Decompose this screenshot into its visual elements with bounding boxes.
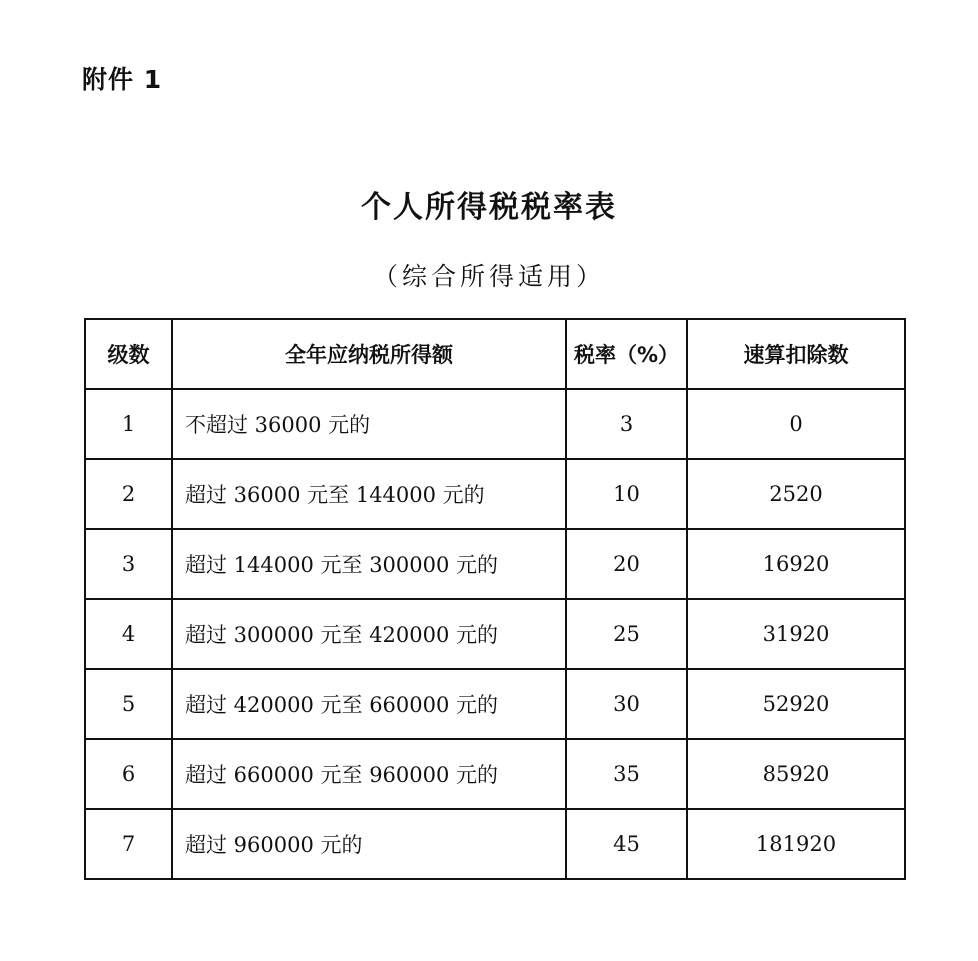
- cell-quick-deduction: 0: [687, 389, 905, 459]
- cell-income-range: 超过 300000 元至 420000 元的: [172, 599, 566, 669]
- table-row: [85, 739, 905, 809]
- column-header-level: 级数: [85, 319, 172, 389]
- table-row: [85, 599, 905, 669]
- table-row: [85, 529, 905, 599]
- table-row: [85, 459, 905, 529]
- table-row: [85, 389, 905, 459]
- cell-tax-rate: 3: [566, 389, 687, 459]
- cell-quick-deduction: 85920: [687, 739, 905, 809]
- table-row: [85, 809, 905, 879]
- cell-income-range: 超过 36000 元至 144000 元的: [172, 459, 566, 529]
- cell-tax-rate: 35: [566, 739, 687, 809]
- cell-income-range: 超过 420000 元至 660000 元的: [172, 669, 566, 739]
- cell-quick-deduction: 181920: [687, 809, 905, 879]
- table-row: [85, 669, 905, 739]
- cell-tax-rate: 45: [566, 809, 687, 879]
- cell-income-range: 超过 660000 元至 960000 元的: [172, 739, 566, 809]
- column-header-tax-rate: 税率（%）: [566, 319, 687, 389]
- column-header-quick-deduction: 速算扣除数: [687, 319, 905, 389]
- cell-tax-rate: 30: [566, 669, 687, 739]
- cell-tax-rate: 25: [566, 599, 687, 669]
- cell-level: 3: [85, 529, 172, 599]
- cell-income-range: 不超过 36000 元的: [172, 389, 566, 459]
- cell-income-range: 超过 144000 元至 300000 元的: [172, 529, 566, 599]
- attachment-label: 附件 1: [82, 65, 163, 94]
- cell-level: 4: [85, 599, 172, 669]
- document-subtitle: （综合所得适用）: [372, 262, 605, 291]
- cell-quick-deduction: 31920: [687, 599, 905, 669]
- cell-quick-deduction: 2520: [687, 459, 905, 529]
- cell-quick-deduction: 16920: [687, 529, 905, 599]
- cell-quick-deduction: 52920: [687, 669, 905, 739]
- cell-level: 6: [85, 739, 172, 809]
- cell-level: 5: [85, 669, 172, 739]
- cell-level: 2: [85, 459, 172, 529]
- cell-tax-rate: 20: [566, 529, 687, 599]
- document-title: 个人所得税税率表: [361, 190, 617, 225]
- cell-level: 1: [85, 389, 172, 459]
- tax-rate-table: [84, 318, 906, 880]
- cell-income-range: 超过 960000 元的: [172, 809, 566, 879]
- cell-level: 7: [85, 809, 172, 879]
- table-header-row: [85, 319, 905, 389]
- cell-tax-rate: 10: [566, 459, 687, 529]
- column-header-taxable-income: 全年应纳税所得额: [172, 319, 566, 389]
